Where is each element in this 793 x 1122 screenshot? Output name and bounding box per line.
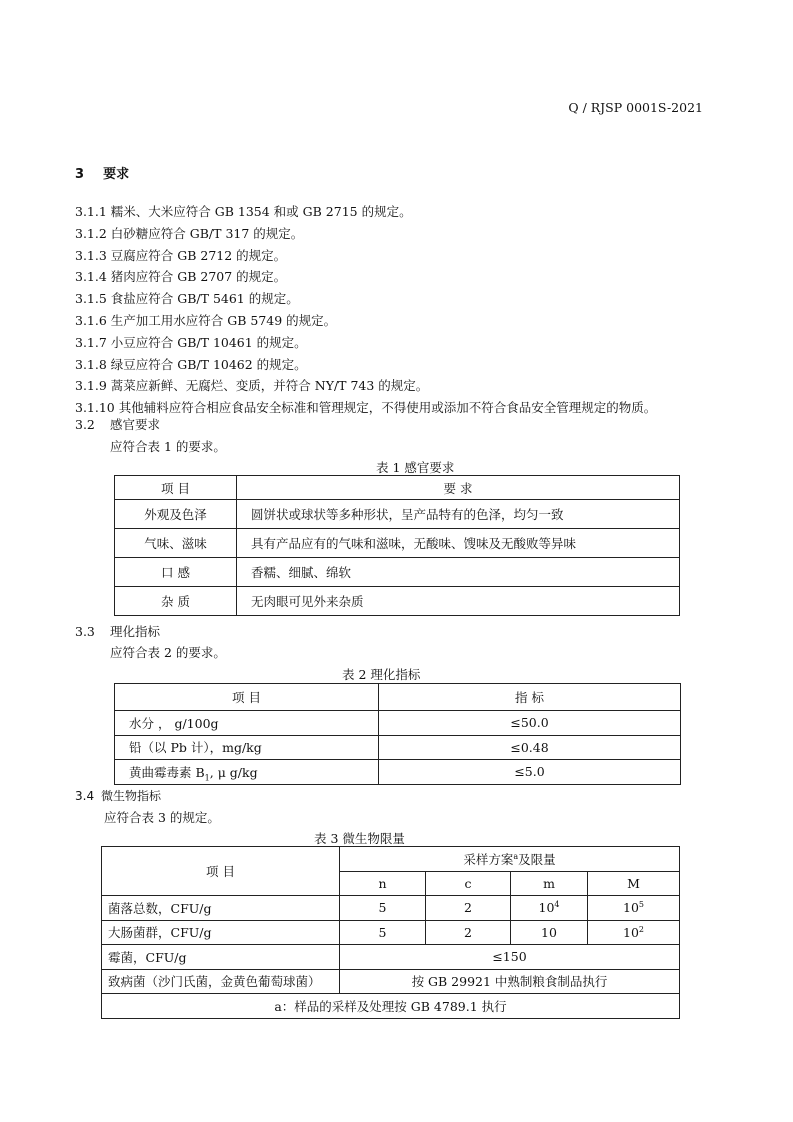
table-cell: 杂 质 bbox=[115, 587, 237, 616]
table-cell bbox=[588, 920, 680, 945]
column-header: 项 目 bbox=[115, 476, 237, 500]
table-cell: 2 bbox=[426, 920, 511, 945]
plan-header-text: 采样方案 bbox=[463, 851, 514, 867]
footnote-marker: a bbox=[513, 851, 519, 861]
section-3-heading bbox=[75, 163, 129, 182]
column-header: n bbox=[340, 871, 426, 896]
requirement-item: 3.1.1 糯米、大米应符合 GB 1354 和或 GB 2715 的规定。 bbox=[75, 204, 412, 219]
requirement-item: 3.1.7 小豆应符合 GB/T 10461 的规定。 bbox=[75, 334, 307, 350]
section-3-title: 要求 bbox=[103, 167, 130, 182]
table-header-row bbox=[115, 684, 681, 711]
section-3-4-heading bbox=[75, 787, 161, 804]
table-cell bbox=[340, 945, 680, 970]
section-3-2-number: 3.2 bbox=[75, 417, 95, 432]
document-code: Q / RJSP 0001S-2021 bbox=[568, 100, 703, 115]
table-row bbox=[115, 558, 680, 587]
value-base: 10 bbox=[538, 900, 555, 916]
table-footnote: a：样品的采样及处理按 GB 4789.1 执行 bbox=[102, 994, 680, 1019]
column-header: m bbox=[511, 871, 588, 896]
requirement-item: 3.1.8 绿豆应符合 GB/T 10462 的规定。 bbox=[75, 356, 307, 372]
table-cell: 圆饼状或球状等多种形状，呈产品特有的色泽，均匀一致 bbox=[237, 500, 680, 529]
plan-header-text: 及限量 bbox=[518, 851, 556, 867]
table-row bbox=[102, 896, 680, 921]
table-3-caption: 表 3 微生物限量 bbox=[314, 831, 405, 846]
column-header bbox=[340, 847, 680, 872]
requirement-item: 3.1.3 豆腐应符合 GB 2712 的规定。 bbox=[75, 247, 287, 263]
section-3-3-title: 理化指标 bbox=[110, 624, 161, 639]
column-header: c bbox=[426, 871, 511, 896]
column-header: 要 求 bbox=[237, 476, 680, 500]
table-row bbox=[115, 760, 681, 785]
section-3-2-intro: 应符合表 1 的要求。 bbox=[110, 439, 226, 454]
table-cell: 外观及色泽 bbox=[115, 500, 237, 529]
pathogen-limit: 按 GB 29921 中熟制粮食制品执行 bbox=[411, 974, 608, 990]
table-cell: ≤0.48 bbox=[379, 735, 681, 760]
section-3-3-heading bbox=[75, 622, 160, 640]
table-cell: 香糯、细腻、绵软 bbox=[237, 558, 680, 587]
table-cell: 致病菌（沙门氏菌，金黄色葡萄球菌） bbox=[102, 969, 340, 994]
table-row bbox=[115, 735, 681, 760]
section-3-number: 3 bbox=[75, 167, 85, 182]
mold-limit: ≤150 bbox=[492, 949, 527, 965]
column-header: 指 标 bbox=[379, 684, 681, 711]
requirement-item: 3.1.6 生产加工用水应符合 GB 5749 的规定。 bbox=[75, 312, 337, 328]
table-row bbox=[115, 529, 680, 558]
section-3-4-title: 微生物指标 bbox=[101, 789, 162, 803]
table-cell: 气味、滋味 bbox=[115, 529, 237, 558]
table-footnote-row bbox=[102, 994, 680, 1019]
table-cell: 5 bbox=[340, 920, 426, 945]
requirement-item: 3.1.10 其他辅料应符合相应食品安全标准和管理规定，不得使用或添加不符合食品安全管理规定的物质。 bbox=[75, 400, 657, 416]
section-3-3-intro: 应符合表 2 的要求。 bbox=[110, 645, 226, 660]
value-base: 10 bbox=[623, 924, 639, 940]
table-cell bbox=[115, 760, 379, 785]
table-cell: 无肉眼可见外来杂质 bbox=[237, 587, 680, 616]
table-cell: 大肠菌群，CFU/g bbox=[102, 920, 340, 945]
table-cell: 菌落总数，CFU/g bbox=[102, 896, 340, 921]
section-3-2-title: 感官要求 bbox=[110, 417, 161, 432]
table-cell: 霉菌，CFU/g bbox=[102, 945, 340, 970]
table-row bbox=[115, 587, 680, 616]
requirement-item: 3.1.2 白砂糖应符合 GB/T 317 的规定。 bbox=[75, 225, 304, 241]
section-3-4-intro: 应符合表 3 的规定。 bbox=[104, 810, 220, 825]
column-header: 项 目 bbox=[115, 684, 379, 711]
table-2-caption: 表 2 理化指标 bbox=[342, 667, 421, 682]
table-row bbox=[102, 969, 680, 994]
microbial-limits-table bbox=[101, 846, 680, 1019]
sensory-requirements-table bbox=[114, 475, 680, 616]
table-cell: ≤50.0 bbox=[379, 711, 681, 736]
table-header-row bbox=[115, 476, 680, 500]
requirement-item: 3.1.5 食盐应符合 GB/T 5461 的规定。 bbox=[75, 291, 299, 307]
raw-material-requirements bbox=[75, 201, 656, 419]
aflatoxin-subscript: 1 bbox=[204, 773, 210, 783]
section-3-4-number: 3.4 bbox=[75, 789, 95, 803]
table-header-row bbox=[102, 847, 680, 872]
table-row bbox=[102, 920, 680, 945]
requirement-item: 3.1.4 猪肉应符合 GB 2707 的规定。 bbox=[75, 269, 287, 285]
table-cell: 口 感 bbox=[115, 558, 237, 587]
value-exponent: 5 bbox=[638, 900, 644, 910]
value-base: 10 bbox=[623, 900, 639, 916]
section-3-3-number: 3.3 bbox=[75, 624, 95, 639]
table-cell: 5 bbox=[340, 896, 426, 921]
value-exponent: 4 bbox=[554, 900, 560, 910]
table-cell: ≤5.0 bbox=[379, 760, 681, 785]
physicochemical-table bbox=[114, 683, 681, 785]
table-row bbox=[115, 500, 680, 529]
table-cell: 铅（以 Pb 计），mg/kg bbox=[115, 735, 379, 760]
value-exponent: 2 bbox=[638, 924, 644, 934]
table-cell: 具有产品应有的气味和滋味，无酸味、馊味及无酸败等异味 bbox=[237, 529, 680, 558]
aflatoxin-label: 黄曲霉毒素 B bbox=[129, 764, 205, 780]
table-cell: 水分 ， g/100g bbox=[115, 711, 379, 736]
section-3-2-heading bbox=[75, 415, 160, 433]
aflatoxin-unit: , μ g/kg bbox=[209, 764, 258, 780]
table-cell bbox=[511, 896, 588, 921]
table-cell bbox=[340, 969, 680, 994]
table-row bbox=[102, 945, 680, 970]
column-header: 项 目 bbox=[102, 847, 340, 896]
table-row bbox=[115, 711, 681, 736]
column-header: M bbox=[588, 871, 680, 896]
table-1-caption: 表 1 感官要求 bbox=[376, 460, 455, 475]
table-cell: 10 bbox=[511, 920, 588, 945]
table-cell bbox=[588, 896, 680, 921]
table-cell: 2 bbox=[426, 896, 511, 921]
requirement-item: 3.1.9 蒿菜应新鲜、无腐烂、变质，并符合 NY/T 743 的规定。 bbox=[75, 378, 429, 394]
